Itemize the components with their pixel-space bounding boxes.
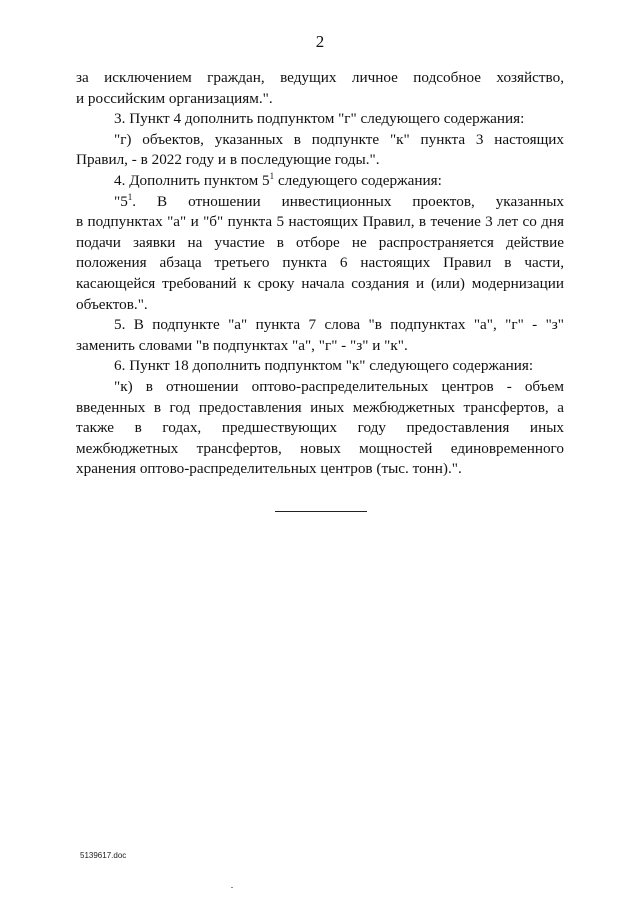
paragraph-item-6 xyxy=(76,356,564,377)
paragraph-item-3 xyxy=(76,109,564,130)
end-divider xyxy=(275,511,367,512)
text-line: объектов.". xyxy=(76,295,148,313)
paragraph-continuation xyxy=(76,68,564,109)
text-line: хранения оптово-распределительных центров (тыс. тонн).". xyxy=(76,460,462,478)
paragraph-item-5-1-cont xyxy=(76,212,564,315)
text-line: Правил, - в 2022 году и в последующие годы.". xyxy=(76,151,380,169)
text-segment: . В отношении инвестиционных проектов, указанных xyxy=(132,192,564,210)
paragraph-subitem-k xyxy=(76,377,564,398)
text-segment: следующего содержания: xyxy=(274,171,442,189)
superscript: 1 xyxy=(269,170,275,181)
text-line: и российским организациям.". xyxy=(76,89,273,107)
text-line xyxy=(76,192,564,213)
text-segment: "5 xyxy=(114,192,128,210)
document-body xyxy=(76,68,564,480)
scan-speck xyxy=(231,887,233,888)
text-line: подачи заявки на участие в отборе не распространяется действие xyxy=(76,233,564,251)
footer-file-name: 5139617.doc xyxy=(80,851,127,860)
paragraph-subitem-g-cont xyxy=(76,150,564,171)
paragraph-item-5-cont xyxy=(76,336,564,357)
paragraph-item-4 xyxy=(76,171,564,192)
text-line: за исключением граждан, ведущих личное подсобное хозяйство, xyxy=(76,69,564,86)
text-line: касающейся требований к сроку начала создания и (или) модернизации xyxy=(76,274,564,292)
paragraph-item-5-1 xyxy=(76,192,564,213)
paragraph-item-5 xyxy=(76,315,564,336)
text-line: "г) объектов, указанных в подпункте "к" пункта 3 настоящих xyxy=(114,130,564,148)
text-line: межбюджетных трансфертов, новых мощностей единовременного xyxy=(76,439,564,457)
text-line: 6. Пункт 18 дополнить подпунктом "к" следующего содержания: xyxy=(114,357,534,375)
text-line: 3. Пункт 4 дополнить подпунктом "г" следующего содержания: xyxy=(114,110,525,128)
superscript: 1 xyxy=(127,191,133,202)
page-number: 2 xyxy=(315,32,325,51)
text-line: "к) в отношении оптово-распределительных центров - объем xyxy=(114,377,564,395)
paragraph-subitem-g xyxy=(76,130,564,151)
text-line: также в годах, предшествующих году предоставления иных xyxy=(76,419,564,437)
text-line: 5. В подпункте "а" пункта 7 слова "в подпунктах "а", "г" - "з" xyxy=(114,316,564,334)
text-line: положения абзаца третьего пункта 6 настоящих Правил в части, xyxy=(76,254,564,272)
text-line: введенных в год предоставления иных межбюджетных трансфертов, а xyxy=(76,398,564,416)
text-line: заменить словами "в подпунктах "а", "г" - "з" и "к". xyxy=(76,336,408,354)
text-segment: 4. Дополнить пунктом 5 xyxy=(114,171,270,189)
text-line: в подпунктах "а" и "б" пункта 5 настоящих Правил, в течение 3 лет со дня xyxy=(76,213,564,231)
paragraph-subitem-k-cont xyxy=(76,398,564,480)
